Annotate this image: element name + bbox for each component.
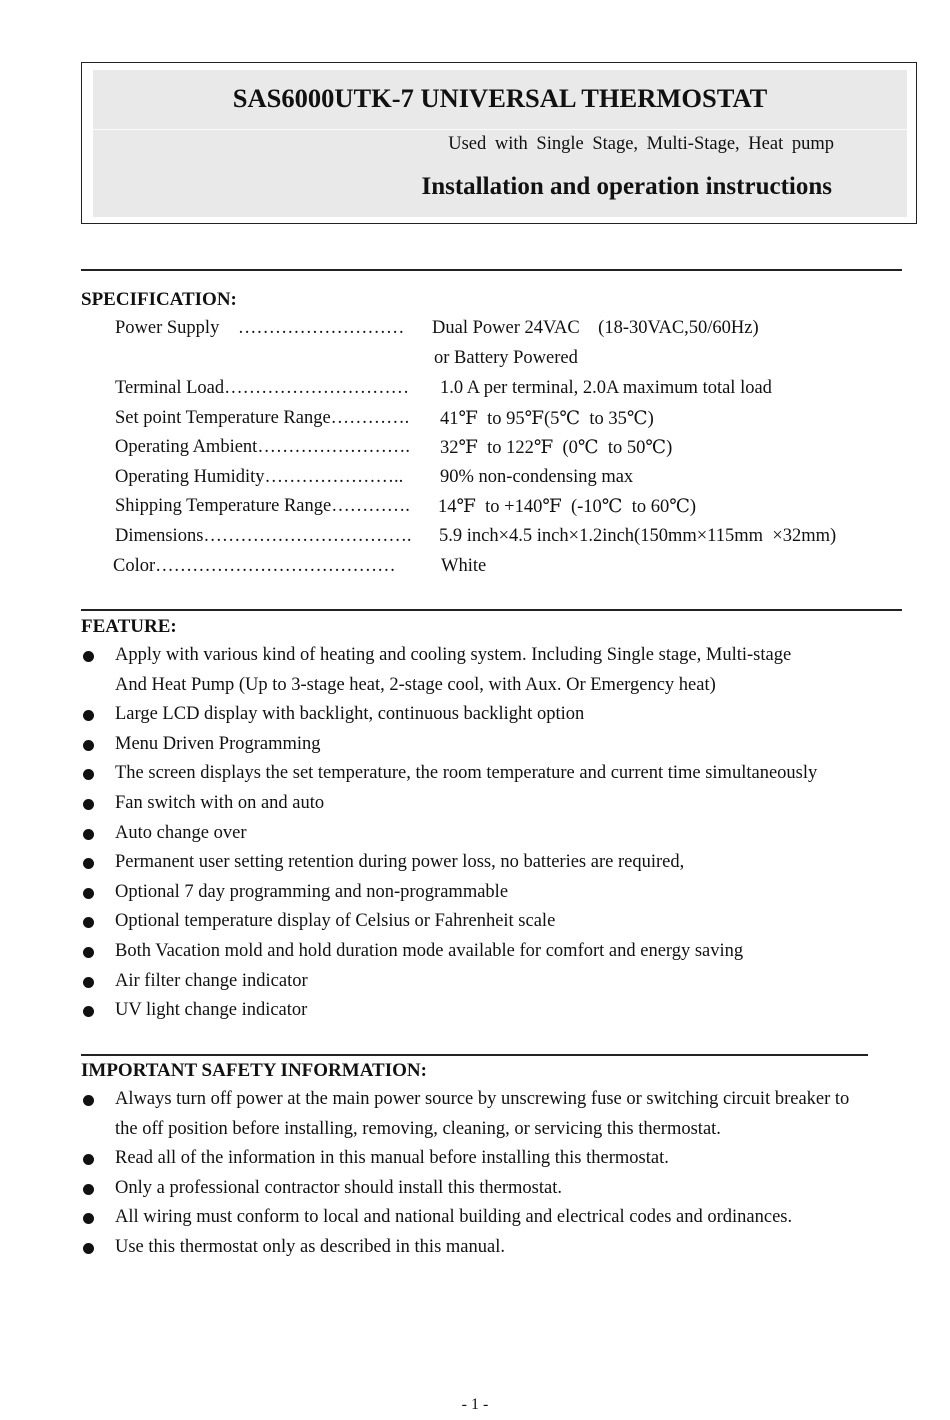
title-box-background <box>93 70 907 217</box>
bullet-icon <box>83 917 94 928</box>
document-subtitle: Used with Single Stage, Multi-Stage, Heat pump <box>448 134 834 154</box>
list-item-text: All wiring must conform to local and national building and electrical codes and ordinances. <box>115 1207 793 1228</box>
document-title: SAS6000UTK-7 UNIVERSAL THERMOSTAT <box>232 83 768 113</box>
bullet-icon <box>83 1243 94 1254</box>
divider-specification <box>81 269 902 271</box>
list-item-text: Always turn off power at the main power source by unscrewing fuse or switching circuit breaker to <box>115 1089 850 1109</box>
spec-label: Color………………………………… <box>113 556 396 576</box>
list-item-text: Apply with various kind of heating and cooling system. Including Single stage, Multi-stage <box>115 645 792 665</box>
list-item-text: Fan switch with on and auto <box>115 793 325 813</box>
list-item-text: Permanent user setting retention during power loss, no batteries are required, <box>115 852 685 873</box>
spec-label: Shipping Temperature Range…………. <box>115 496 410 516</box>
safety-heading: IMPORTANT SAFETY INFORMATION: <box>81 1060 427 1081</box>
list-item-text: Optional temperature display of Celsius or Fahrenheit scale <box>115 911 556 932</box>
list-item-text: Read all of the information in this manual before installing this thermostat. <box>115 1148 669 1169</box>
bullet-icon <box>83 947 94 958</box>
spec-value-continued: or Battery Powered <box>434 348 578 368</box>
list-item-text: Menu Driven Programming <box>115 733 321 754</box>
bullet-icon <box>83 1184 94 1195</box>
list-item-text: The screen displays the set temperature, the room temperature and current time simultaneously <box>115 763 818 784</box>
bullet-icon <box>83 1095 94 1106</box>
spec-label: Operating Humidity………………….. <box>115 467 404 487</box>
feature-heading: FEATURE: <box>81 616 177 637</box>
spec-label: Power Supply ……………………… <box>115 318 405 338</box>
bullet-icon <box>83 740 94 751</box>
spec-label: Set point Temperature Range…………. <box>115 408 410 428</box>
list-item-text: Optional 7 day programming and non-programmable <box>115 881 509 902</box>
spec-value: 32℉ to 122℉ (0℃ to 50℃) <box>440 438 673 458</box>
spec-value: Dual Power 24VAC (18-30VAC,50/60Hz) <box>432 318 759 338</box>
spec-value: 41℉ to 95℉(5℃ to 35℃) <box>440 409 654 429</box>
bullet-icon <box>83 977 94 988</box>
bullet-icon <box>83 1213 94 1224</box>
spec-value: 5.9 inch×4.5 inch×1.2inch(150mm×115mm ×32mm) <box>439 526 837 546</box>
list-item-text: Air filter change indicator <box>115 970 308 991</box>
spec-label: Operating Ambient……………………. <box>115 437 410 457</box>
spec-label: Dimensions……………………………. <box>115 526 412 546</box>
list-item-text: Only a professional contractor should install this thermostat. <box>115 1177 562 1198</box>
bullet-icon <box>83 888 94 899</box>
list-item-text: Both Vacation mold and hold duration mode available for comfort and energy saving <box>115 941 744 961</box>
bullet-icon <box>83 1154 94 1165</box>
title-box <box>81 62 917 224</box>
list-item-text: And Heat Pump (Up to 3-stage heat, 2-stage cool, with Aux. Or Emergency heat) <box>115 674 716 695</box>
spec-value: 90% non-condensing max <box>440 467 634 487</box>
spec-value: 14℉ to +140℉ (-10℃ to 60℃) <box>438 497 697 517</box>
bullet-icon <box>83 829 94 840</box>
list-item-text: Use this thermostat only as described in this manual. <box>115 1237 505 1257</box>
list-item-text: Auto change over <box>115 822 247 843</box>
bullet-icon <box>83 799 94 810</box>
bullet-icon <box>83 1006 94 1017</box>
document-instructions-title: Installation and operation instructions <box>421 173 832 200</box>
specification-heading: SPECIFICATION: <box>81 289 237 310</box>
list-item-text: the off position before installing, removing, cleaning, or servicing this thermostat. <box>115 1118 721 1139</box>
list-item-text: Large LCD display with backlight, continuous backlight option <box>115 704 585 725</box>
list-item-text: UV light change indicator <box>115 1000 308 1021</box>
divider-feature <box>81 609 902 611</box>
spec-value: 1.0 A per terminal, 2.0A maximum total load <box>440 378 772 398</box>
bullet-icon <box>83 651 94 662</box>
divider-safety <box>81 1054 868 1056</box>
bullet-icon <box>83 769 94 780</box>
spec-value: White <box>441 556 487 576</box>
bullet-icon <box>83 710 94 721</box>
page-number: - 1 - <box>461 1396 489 1413</box>
bullet-icon <box>83 858 94 869</box>
spec-label: Terminal Load………………………… <box>115 378 410 398</box>
